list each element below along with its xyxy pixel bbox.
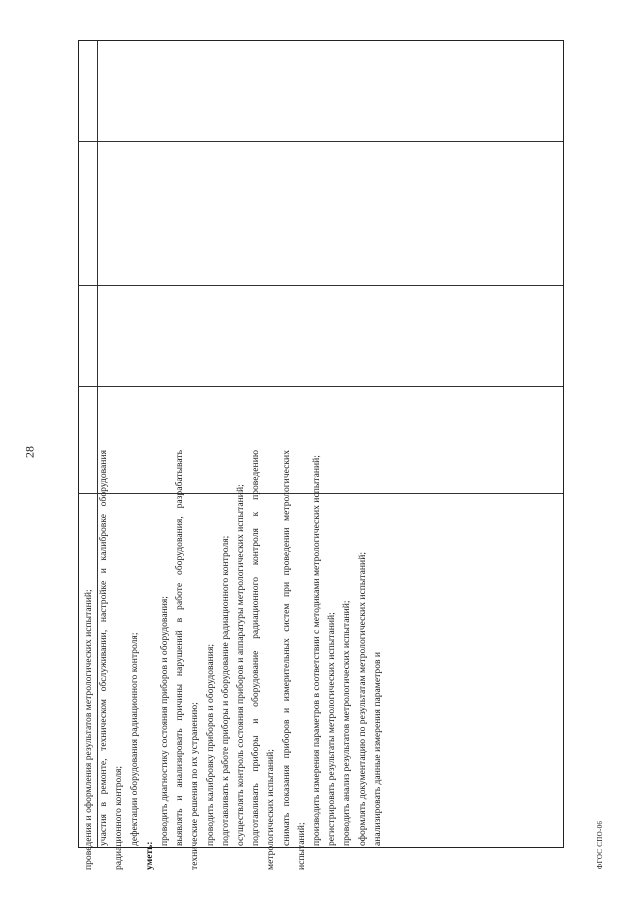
table-row-divider bbox=[79, 386, 563, 387]
page-number: 28 bbox=[22, 446, 37, 458]
skills-line: регистрировать результаты метрологических испытаний; bbox=[326, 612, 338, 846]
table-row-divider bbox=[79, 141, 563, 142]
skills-line: участия в ремонте, техническом обслуживании, настройке и калибровке оборудования радиационного контроля; bbox=[98, 450, 125, 870]
skills-line: проводить анализ результатов метрологических испытаний; bbox=[341, 600, 353, 846]
skills-line: проводить калибровку приборов и оборудования; bbox=[204, 643, 216, 846]
skills-line: осуществлять контроль состояния приборов и аппаратуры метрологических испытаний; bbox=[235, 484, 247, 846]
skills-line: выявлять и анализировать причины нарушений в работе оборудования, разрабатывать технические решения по их устранению; bbox=[174, 450, 201, 870]
table-row-divider bbox=[79, 285, 563, 286]
skills-line: подготавливать приборы и оборудование радиационного контроля к проведению метрологических испытаний; bbox=[250, 450, 277, 870]
footer-document-code: ФГОС СПО-06 bbox=[596, 820, 604, 870]
skills-line: оформлять документацию по результатам метрологических испытаний; bbox=[356, 552, 368, 846]
skills-heading: уметь: bbox=[143, 841, 155, 870]
skills-line: проведения и оформления результатов метрологических испытаний; bbox=[83, 589, 94, 870]
skills-line: проводить диагностику состояния приборов и оборудования; bbox=[159, 596, 171, 846]
skills-line: дефектации оборудования радиационного контроля; bbox=[128, 632, 140, 846]
skills-line: снимать показания приборов и измерительных систем при проведении метрологических испытаний; bbox=[280, 450, 307, 870]
skills-line: производить измерения параметров в соответствии с методиками метрологических испытаний; bbox=[311, 455, 323, 846]
skills-cell-text bbox=[79, 446, 563, 874]
skills-line: подготавливать к работе приборы и оборудование радиационного контроля; bbox=[219, 535, 231, 846]
skills-line: анализировать данные измерения параметров и bbox=[371, 651, 383, 846]
